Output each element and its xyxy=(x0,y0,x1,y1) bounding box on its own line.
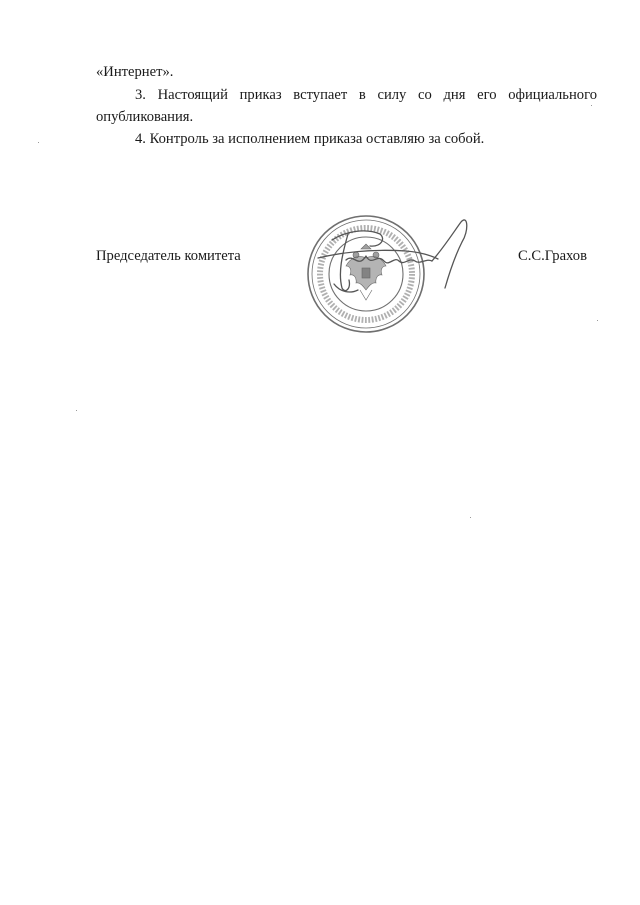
signatory-name: С.С.Грахов xyxy=(518,248,587,264)
scan-speck xyxy=(76,410,77,411)
paragraph-item-3-line-2: опубликования. xyxy=(96,109,194,125)
scan-speck xyxy=(470,517,471,518)
scan-speck xyxy=(597,320,598,321)
official-stamp-icon xyxy=(288,200,473,350)
paragraph-item-4: 4. Контроль за исполнением приказа оставляю за собой. xyxy=(135,131,485,147)
paragraph-continuation: «Интернет». xyxy=(96,64,174,80)
signatory-position: Председатель комитета xyxy=(96,248,241,264)
scan-speck xyxy=(38,142,39,143)
paragraph-item-3-line-1: 3. Настоящий приказ вступает в силу со дня его официального xyxy=(135,87,597,103)
scan-speck xyxy=(591,105,592,106)
